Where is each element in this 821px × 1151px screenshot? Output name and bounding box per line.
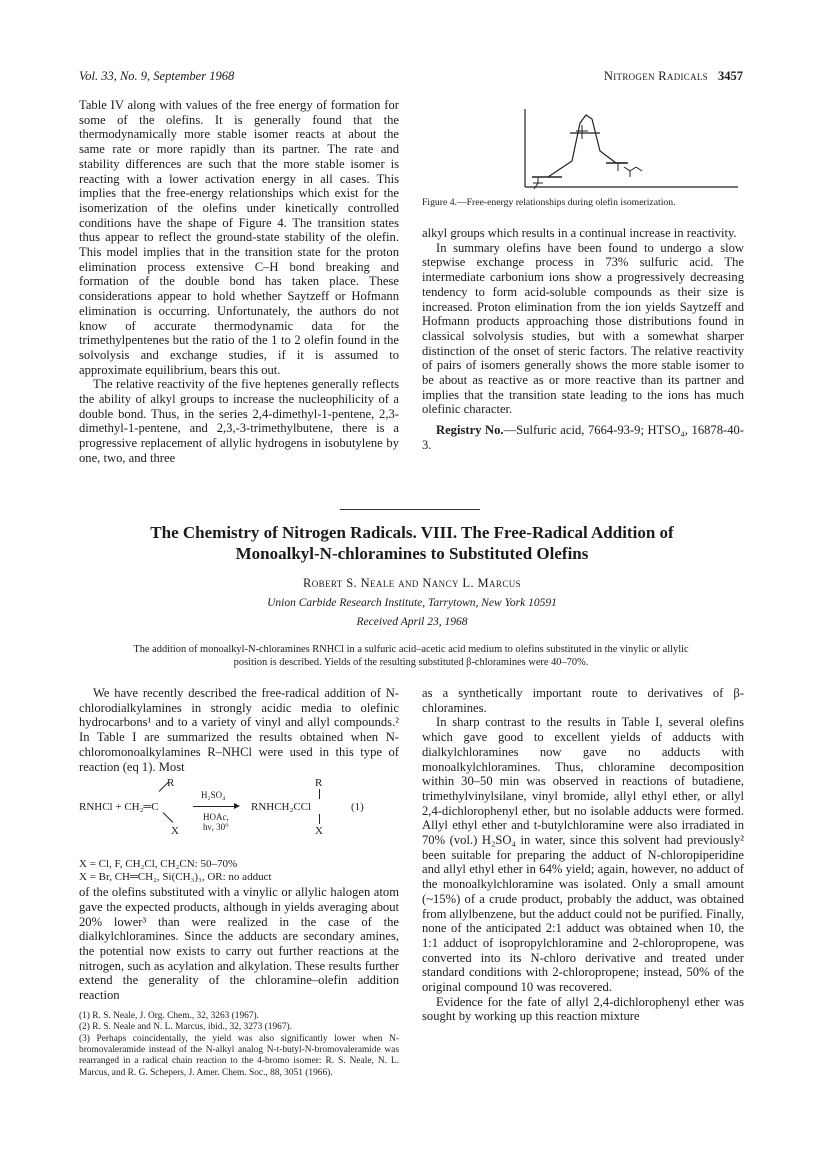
equation-1 [79, 776, 399, 854]
article-authors: Robert S. Neale and Nancy L. Marcus [302, 576, 522, 590]
article-institution: Union Carbide Research Institute, Tarrytown, New York 10591 [267, 597, 557, 609]
registry-label: Registry No. [436, 423, 504, 438]
paragraph: of the olefins substituted with a vinylic or allylic halogen atom gave the expected products, although in yields averaging about 20% lower³ than were realized in the case of the dialkylchloramines. Since the adducts are secondary amines, the potential now exists to carry out further reactions at the nitrogen, such as acylation and alkylation. These results further extend the generality of the chloramine–olefin addition reaction [79, 885, 399, 1003]
eq-r-top-left: R [167, 777, 175, 790]
eq-reagent-top: H₂SO₄ [201, 790, 226, 801]
eq-r-top-right: R [315, 777, 323, 790]
registry-text: —Sulfuric acid, 7664-93-9; HTSO₄, 16878-40-3. [422, 423, 744, 452]
abstract: The addition of monoalkyl-N-chloramines RNHCl in a sulfuric acid–acetic acid medium to olefins substituted in the vinylic or allylic position is described. Yields of the resulting substituted β-chloramines were 40–70%. [133, 644, 689, 668]
article-title [79, 522, 745, 564]
top-right-column [422, 226, 744, 453]
eq-reagent-bottom: HOAc, [203, 812, 229, 823]
page-number: 3457 [718, 69, 743, 83]
eq-x-right: X [315, 825, 323, 838]
footnote: (3) Perhaps coincidentally, the yield was also significantly lower when N-bromovaleramide instead of the N-alkyl analog N-t-butyl-N-bromovaleramide was rearranged in a radical chain reaction to the 4-bromo isomer: R. S. Neale, N. L. Marcus, and R. G. Schepers, J. Amer. Chem. Soc., 88, 3051 (1966). [79, 1033, 399, 1078]
received-date: Received April 23, 1968 [356, 616, 468, 628]
article-title-line: Monoalkyl-N-chloramines to Substituted Olefins [235, 544, 589, 563]
footnotes [79, 1011, 399, 1079]
eq-number: (1) [351, 801, 364, 814]
substituent-line: X = Br, CH═CH₂, Si(CH₃)₃, OR: no adduct [79, 870, 272, 883]
running-header-right [604, 69, 743, 84]
eq-bond [319, 814, 320, 824]
registry-numbers [422, 423, 744, 452]
molecule-sketch-right [618, 163, 642, 177]
footnote: (2) R. S. Neale and N. L. Marcus, ibid., 32, 3273 (1967). [79, 1022, 292, 1033]
paragraph: as a synthetically important route to derivatives of β-chloramines. [422, 686, 744, 715]
figure-caption: Figure 4.—Free-energy relationships during olefin isomerization. [422, 197, 676, 208]
paragraph: Table IV along with values of the free energy of formation for some of the olefins. It is generally found that the thermodynamically more stable isomer reacts at about the same rate or more rapidly than its partner. The rate and stability differences are such that the more stable isomer is reacting with a lower activation energy in all cases. This implies that the free-energy relationships which exist for the isomerization of the olefins under kinetically controlled conditions have the shape of Figure 4. The transition states thus appear to reflect the ground-state stability of the olefin. This model implies that in the transition state for the proton elimination process extensive C–H bond breaking and formation of the double bond has taken place. These considerations appear to hold whether Saytzeff or Hofmann elimination is occurring. Unfortunately, the authors do not know of accurate thermodynamic data for the trimethylpentenes but the ratio of the 1 to 2 olefin found in the solvolysis and exchange studies, if it is assumed to approximate equilibrium, bears this out. [79, 98, 399, 377]
section-divider [340, 509, 480, 510]
eq-bond [163, 812, 174, 823]
running-header-title: Nitrogen Radicals [603, 69, 708, 83]
eq-reactant: RNHCl + CH₂═C [79, 801, 159, 814]
footnote: (1) R. S. Neale, J. Org. Chem., 32, 3263 (1967). [79, 1010, 260, 1021]
reaction-arrowhead [234, 803, 240, 809]
substituent-line: X = Cl, F, CH₂Cl, CH₂CN: 50–70% [79, 858, 238, 871]
paragraph: alkyl groups which results in a continual increase in reactivity. [422, 226, 737, 240]
substituent-legend [79, 858, 399, 883]
reaction-arrow [193, 806, 235, 807]
bottom-left-column [79, 686, 399, 1079]
free-energy-diagram [520, 101, 742, 197]
bottom-right-column [422, 686, 744, 1024]
paragraph: Evidence for the fate of allyl 2,4-dichlorophenyl ether was sought by working up this reaction mixture [422, 994, 744, 1024]
paragraph: In sharp contrast to the results in Table I, several olefins which gave good to excellent yields of adducts with dialkylchloramines now gave no adducts with monoalkylchloramines. Thus, chloramine decomposition within 30–50 min was observed in reactions of butadiene, trimethylvinylsilane, vinyl bromide, allyl ethyl ether, or allyl 2,4-dichlorophenyl ether, but no isolable adducts were formed. Allyl ethyl ether and t-butylchloramine were also irradiated in 70% (vol.) H₂SO₄ in water, since this solvent had previously² been suitable for preparing the adduct of N-chloropiperidine and allyl ethyl ether in 64% yield; again, however, no adduct of the monoalkylchloramine was isolated. Only a small amount (~15%) of a crude product, probably the adduct, was obtained from allylbenzene, but the adduct could not be purified. Finally, none of the anticipated 2:1 adduct was obtained when 10, the 1:1 adduct of isopropylchloramine and 2-chloropropene, was converted into its N-chloro derivative and treated under standard conditions with 2-chloropropene; instead, 50% of the original compound 10 was recovered. [422, 715, 744, 995]
paragraph: The relative reactivity of the five heptenes generally reflects the ability of alkyl groups to increase the nucleophilicity of a double bond. Thus, in the series 2,4-dimethyl-1-pentene, 2,3-dimethyl-1-pentene, and 2,3,-3-trimethylbutene, there is a progressive replacement of allylic hydrogens in isobutylene by one, two, and three [79, 377, 399, 465]
top-left-column [79, 98, 399, 466]
article-title-line: The Chemistry of Nitrogen Radicals. VIII. The Free-Radical Addition of [150, 523, 674, 542]
running-header-volume: Vol. 33, No. 9, September 1968 [79, 69, 235, 83]
energy-curve [548, 115, 626, 177]
paragraph: We have recently described the free-radical addition of N-chlorodialkylamines in strongly acidic media to olefinic hydrocarbons¹ and to a variety of vinyl and allyl compounds.² In Table I are summarized the results obtained when N-chloromonoalkylamines R–NHCl were used in this type of reaction (eq 1). Most [79, 686, 399, 774]
eq-bond [319, 789, 320, 799]
eq-product: RNHCH₂CCl [251, 801, 312, 814]
eq-reagent-bottom: hν, 30° [203, 822, 229, 833]
paragraph: In summary olefins have been found to undergo a slow stepwise exchange process in 73% sulfuric acid. The intermediate carbonium ions show a progressively decreasing tendency to form acid-soluble compounds as their size is increased. Proton elimination from the ion yields Saytzeff and Hofmann products approaching those distributions found in classical solvolysis studies, but with a somewhat sharper distinction of the onset of steric factors. The relative reactivity of pairs of isomers generally shows the more stable isomer to be about as reactive as or more reactive than its partner and implies that the transition state leading to the ions has much olefinic character. [422, 240, 744, 417]
eq-x-left: X [171, 825, 179, 838]
